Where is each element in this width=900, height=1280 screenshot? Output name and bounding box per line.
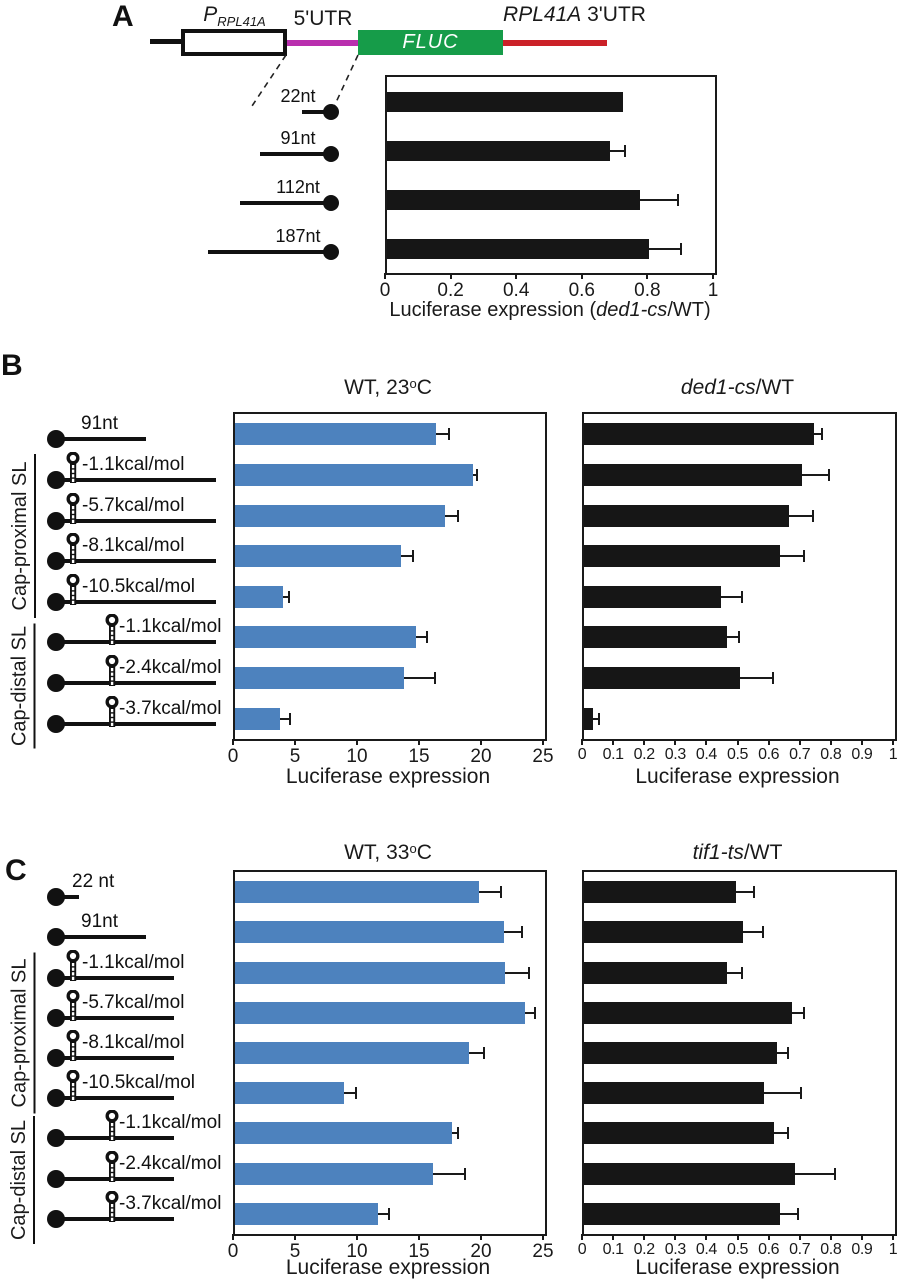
error-bar-cap bbox=[680, 243, 682, 255]
tick-mark bbox=[418, 739, 420, 745]
cap-circle-icon bbox=[47, 633, 65, 651]
fluc-box bbox=[358, 30, 503, 55]
error-bar-cap bbox=[738, 631, 740, 643]
construct-label: -1.1kcal/mol bbox=[82, 951, 185, 973]
mrna-line-icon bbox=[54, 681, 216, 685]
tick-label: 0.2 bbox=[633, 1241, 655, 1258]
bar-panelC_wt-3 bbox=[235, 1002, 525, 1024]
tick-label: 5 bbox=[289, 1241, 301, 1262]
tick-mark bbox=[542, 1234, 544, 1240]
error-bar-cap bbox=[741, 967, 743, 979]
construct-row bbox=[40, 1192, 232, 1232]
error-bar-line bbox=[404, 677, 436, 679]
bar-panelC_wt-2 bbox=[235, 962, 505, 984]
tick-mark bbox=[861, 1234, 863, 1240]
tick-label: 10 bbox=[346, 1241, 368, 1262]
cap-circle-icon bbox=[47, 1210, 65, 1228]
construct-label: -3.7kcal/mol bbox=[119, 1192, 222, 1214]
error-bar-cap bbox=[483, 1047, 485, 1059]
error-bar-cap bbox=[464, 1168, 466, 1180]
utr5-label: 5'UTR bbox=[293, 7, 353, 30]
tick-label: 0.8 bbox=[820, 1241, 842, 1258]
construct-label: -3.7kcal/mol bbox=[119, 697, 222, 719]
bar-panelC_tif1-0 bbox=[584, 881, 736, 903]
panel-c-left-title: WT, 33$^o$C bbox=[344, 841, 432, 864]
tick-mark bbox=[581, 739, 583, 745]
mrna-line-icon bbox=[260, 152, 331, 156]
tick-label: 1 bbox=[888, 746, 898, 763]
tick-label: 0.9 bbox=[851, 746, 873, 763]
bar-panelC_tif1-6 bbox=[584, 1122, 774, 1144]
cap-circle-icon bbox=[47, 715, 65, 733]
error-bar-cap bbox=[289, 713, 291, 725]
panel-b-constructs bbox=[40, 412, 232, 737]
construct-label: -8.1kcal/mol bbox=[82, 1031, 185, 1053]
error-bar-cap bbox=[598, 713, 600, 725]
construct-row bbox=[40, 870, 232, 910]
error-bar-cap bbox=[821, 428, 823, 440]
error-bar-cap bbox=[800, 1087, 802, 1099]
error-bar-cap bbox=[787, 1127, 789, 1139]
tick-label: 0.1 bbox=[602, 746, 624, 763]
tick-mark bbox=[232, 739, 234, 745]
tick-label: 0.5 bbox=[726, 1241, 749, 1258]
construct-label: -8.1kcal/mol bbox=[82, 535, 185, 557]
construct-label: -1.1kcal/mol bbox=[82, 453, 185, 475]
bar-panelB_ded1-0 bbox=[584, 423, 814, 445]
error-bar-line bbox=[802, 474, 830, 476]
utr3-label bbox=[492, 3, 657, 27]
tick-mark bbox=[674, 739, 676, 745]
error-bar-cap bbox=[803, 550, 805, 562]
bar-panelB_wt-4 bbox=[235, 586, 283, 608]
tick-label: 0 bbox=[577, 1241, 587, 1258]
error-bar-line bbox=[721, 596, 743, 598]
panel-b-left-axis-title: Luciferase expression bbox=[285, 765, 491, 788]
cap-circle-icon bbox=[47, 1129, 65, 1147]
mrna-line-icon bbox=[208, 250, 331, 254]
tick-mark bbox=[232, 1234, 234, 1240]
error-bar-cap bbox=[388, 1208, 390, 1220]
construct-label: -10.5kcal/mol bbox=[82, 1072, 195, 1094]
error-bar-line bbox=[795, 1173, 835, 1175]
bar-panelC_wt-1 bbox=[235, 921, 504, 943]
promoter-label-sub: RPL41A bbox=[217, 14, 266, 30]
panel-a-axis-title: Luciferase expression (ded1-cs/WT) bbox=[389, 299, 711, 321]
panel-c-letter: C bbox=[5, 854, 27, 887]
construct-row bbox=[40, 534, 232, 575]
bar-panelA_ded1-1 bbox=[387, 141, 610, 161]
mrna-line-icon bbox=[54, 935, 146, 939]
construct-row bbox=[160, 222, 360, 271]
utr3-label-gene: RPL41A bbox=[503, 3, 582, 26]
error-bar-cap bbox=[288, 591, 290, 603]
construct-label: 187nt bbox=[275, 225, 321, 246]
tick-label: 10 bbox=[346, 746, 368, 767]
panel-b-left-plot bbox=[233, 412, 547, 741]
error-bar-line bbox=[764, 1092, 801, 1094]
tick-mark bbox=[674, 1234, 676, 1240]
tick-mark bbox=[612, 1234, 614, 1240]
tick-mark bbox=[830, 739, 832, 745]
promoter-box bbox=[181, 29, 287, 56]
bar-panelC_wt-0 bbox=[235, 881, 479, 903]
error-bar-cap bbox=[803, 1007, 805, 1019]
tick-mark bbox=[799, 1234, 801, 1240]
error-bar-line bbox=[780, 555, 805, 557]
bar-panelB_ded1-3 bbox=[584, 545, 780, 567]
tick-label: 0.2 bbox=[437, 280, 464, 301]
tick-mark bbox=[712, 273, 714, 279]
error-bar-line bbox=[789, 515, 814, 517]
upstream-line bbox=[150, 39, 183, 44]
bar-panelB_ded1-7 bbox=[584, 708, 593, 730]
error-bar-cap bbox=[534, 1007, 536, 1019]
tick-mark bbox=[294, 1234, 296, 1240]
construct-label: -5.7kcal/mol bbox=[82, 991, 185, 1013]
error-bar-line bbox=[433, 1173, 465, 1175]
construct-row bbox=[40, 1152, 232, 1192]
panel-c-right-plot bbox=[582, 870, 897, 1236]
tick-label: 20 bbox=[470, 746, 492, 767]
bar-panelB_wt-0 bbox=[235, 423, 436, 445]
panel-b-letter: B bbox=[1, 349, 23, 382]
tick-label: 0.8 bbox=[820, 746, 842, 763]
error-bar-cap bbox=[476, 469, 478, 481]
bar-panelB_ded1-5 bbox=[584, 626, 727, 648]
construct-row bbox=[40, 696, 232, 737]
cap-circle-icon bbox=[47, 888, 65, 906]
error-bar-cap bbox=[457, 1127, 459, 1139]
error-bar-cap bbox=[412, 550, 414, 562]
construct-label: -10.5kcal/mol bbox=[82, 575, 195, 597]
tick-mark bbox=[830, 1234, 832, 1240]
panel-c-left-plot bbox=[233, 870, 547, 1236]
panel-c-right-axis-title: Luciferase expression bbox=[635, 1256, 840, 1279]
error-bar-cap bbox=[448, 428, 450, 440]
error-bar-line bbox=[640, 199, 679, 201]
tick-label: 0.1 bbox=[602, 1241, 624, 1258]
error-bar-line bbox=[649, 248, 682, 250]
tick-mark bbox=[581, 273, 583, 279]
panel-b-group-cap-proximal: Cap-proximal SL bbox=[10, 454, 36, 618]
error-bar-cap bbox=[500, 886, 502, 898]
mrna-line-icon bbox=[54, 722, 216, 726]
tick-mark bbox=[737, 1234, 739, 1240]
cap-circle-icon bbox=[47, 928, 65, 946]
construct-label: 22 nt bbox=[72, 871, 115, 893]
tick-label: 25 bbox=[532, 746, 554, 767]
utr3-label-rest: 3'UTR bbox=[581, 3, 646, 26]
tick-label: 0.4 bbox=[695, 1241, 717, 1258]
bar-panelB_ded1-2 bbox=[584, 505, 789, 527]
tick-mark bbox=[705, 739, 707, 745]
tick-label: 0.7 bbox=[789, 746, 811, 763]
error-bar-line bbox=[743, 931, 765, 933]
construct-label: -5.7kcal/mol bbox=[82, 494, 185, 516]
construct-label: -2.4kcal/mol bbox=[119, 657, 222, 679]
construct-row bbox=[40, 656, 232, 697]
tick-mark bbox=[799, 739, 801, 745]
construct-label: 91nt bbox=[81, 413, 118, 435]
tick-label: 0 bbox=[577, 746, 587, 763]
error-bar-cap bbox=[426, 631, 428, 643]
tick-label: 0.4 bbox=[502, 280, 530, 301]
panel-c-constructs bbox=[40, 870, 232, 1232]
tick-mark bbox=[768, 739, 770, 745]
tick-mark bbox=[768, 1234, 770, 1240]
mrna-line-icon bbox=[54, 437, 146, 441]
tick-mark bbox=[542, 739, 544, 745]
bar-panelC_tif1-2 bbox=[584, 962, 727, 984]
tick-label: 0.6 bbox=[758, 746, 780, 763]
mrna-line-icon bbox=[240, 201, 331, 205]
tick-mark bbox=[480, 739, 482, 745]
error-bar-cap bbox=[528, 967, 530, 979]
tick-mark bbox=[480, 1234, 482, 1240]
panel-a-plot bbox=[385, 75, 717, 275]
bar-panelC_tif1-1 bbox=[584, 921, 743, 943]
cap-circle-icon bbox=[47, 430, 65, 448]
tick-label: 15 bbox=[408, 1241, 430, 1262]
bar-panelC_tif1-3 bbox=[584, 1002, 792, 1024]
bar-panelC_wt-8 bbox=[235, 1203, 378, 1225]
tick-label: 0.7 bbox=[789, 1241, 811, 1258]
tick-label: 0.5 bbox=[726, 746, 749, 763]
mrna-line-icon bbox=[54, 640, 216, 644]
construct-row bbox=[160, 173, 360, 222]
panel-c-right-title: tif1-ts/WT bbox=[692, 841, 783, 864]
panel-c-group-cap-proximal: Cap-proximal SL bbox=[10, 953, 36, 1114]
tick-mark bbox=[737, 739, 739, 745]
construct-row bbox=[40, 1031, 232, 1071]
panel-b-right-plot bbox=[582, 412, 897, 741]
tick-mark bbox=[861, 739, 863, 745]
tick-label: 0.2 bbox=[633, 746, 655, 763]
tick-label: 0 bbox=[379, 280, 391, 301]
tick-mark bbox=[646, 273, 648, 279]
bar-panelA_ded1-2 bbox=[387, 190, 640, 210]
bar-panelB_ded1-1 bbox=[584, 464, 802, 486]
construct-row bbox=[40, 910, 232, 950]
construct-label: -2.4kcal/mol bbox=[119, 1152, 222, 1174]
tick-mark bbox=[643, 739, 645, 745]
tick-label: 0.4 bbox=[695, 746, 717, 763]
tick-mark bbox=[705, 1234, 707, 1240]
error-bar-cap bbox=[457, 510, 459, 522]
construct-row bbox=[40, 615, 232, 656]
construct-row bbox=[40, 493, 232, 534]
tick-mark bbox=[450, 273, 452, 279]
error-bar-cap bbox=[772, 672, 774, 684]
error-bar-cap bbox=[624, 145, 626, 157]
tick-mark bbox=[581, 1234, 583, 1240]
error-bar-cap bbox=[834, 1168, 836, 1180]
construct-label: 91nt bbox=[280, 127, 316, 148]
panel-c-group-cap-distal: Cap-distal SL bbox=[9, 1116, 35, 1244]
construct-row bbox=[160, 124, 360, 173]
tick-label: 1 bbox=[707, 280, 719, 301]
panel-c-left-axis-title: Luciferase expression bbox=[285, 1256, 491, 1279]
tick-mark bbox=[384, 273, 386, 279]
tick-label: 5 bbox=[289, 746, 301, 767]
error-bar-cap bbox=[828, 469, 830, 481]
tick-label: 0.9 bbox=[851, 1241, 873, 1258]
bar-panelC_tif1-4 bbox=[584, 1042, 777, 1064]
panel-b-group-cap-distal: Cap-distal SL bbox=[10, 624, 36, 749]
bar-panelA_ded1-3 bbox=[387, 239, 649, 259]
bar-panelB_wt-7 bbox=[235, 708, 280, 730]
promoter-label bbox=[182, 3, 287, 29]
utr5-line bbox=[287, 40, 358, 46]
construct-label: 112nt bbox=[276, 176, 320, 197]
error-bar-cap bbox=[753, 886, 755, 898]
bar-panelB_wt-5 bbox=[235, 626, 416, 648]
error-bar-cap bbox=[521, 926, 523, 938]
cap-circle-icon bbox=[47, 674, 65, 692]
fluc-label: FLUC bbox=[402, 31, 459, 53]
panel-a-letter: A bbox=[112, 0, 134, 33]
error-bar-line bbox=[505, 972, 530, 974]
utr3-line bbox=[503, 40, 607, 46]
error-bar-cap bbox=[787, 1047, 789, 1059]
tick-mark bbox=[294, 739, 296, 745]
construct-label: 22nt bbox=[280, 85, 316, 106]
panel-a-constructs bbox=[160, 85, 360, 281]
tick-label: 20 bbox=[470, 1241, 492, 1262]
panel-b-right-title: ded1-cs/WT bbox=[680, 376, 795, 399]
construct-row bbox=[40, 950, 232, 990]
tick-mark bbox=[515, 273, 517, 279]
tick-mark bbox=[356, 739, 358, 745]
construct-row bbox=[40, 412, 232, 453]
bar-panelB_ded1-6 bbox=[584, 667, 740, 689]
construct-label: -1.1kcal/mol bbox=[119, 616, 222, 638]
construct-row bbox=[40, 453, 232, 494]
tick-label: 0.3 bbox=[664, 1241, 686, 1258]
bar-panelB_wt-1 bbox=[235, 464, 473, 486]
tick-mark bbox=[892, 1234, 894, 1240]
tick-label: 1 bbox=[888, 1241, 898, 1258]
tick-mark bbox=[356, 1234, 358, 1240]
construct-label: 91nt bbox=[81, 911, 118, 933]
tick-label: 0 bbox=[227, 1241, 239, 1262]
panel-b-left-title: WT, 23$^o$C bbox=[344, 376, 432, 399]
error-bar-cap bbox=[355, 1087, 357, 1099]
bar-panelC_wt-5 bbox=[235, 1082, 344, 1104]
construct-row bbox=[40, 1111, 232, 1151]
tick-mark bbox=[892, 739, 894, 745]
construct-row bbox=[40, 1071, 232, 1111]
error-bar-line bbox=[479, 891, 501, 893]
bar-panelC_wt-6 bbox=[235, 1122, 452, 1144]
error-bar-cap bbox=[741, 591, 743, 603]
error-bar-cap bbox=[812, 510, 814, 522]
tick-label: 25 bbox=[532, 1241, 554, 1262]
error-bar-cap bbox=[797, 1208, 799, 1220]
construct-row bbox=[160, 75, 360, 124]
construct-label: -1.1kcal/mol bbox=[119, 1112, 222, 1134]
bar-panelB_wt-2 bbox=[235, 505, 445, 527]
tick-mark bbox=[643, 1234, 645, 1240]
error-bar-line bbox=[740, 677, 774, 679]
bar-panelC_wt-7 bbox=[235, 1163, 433, 1185]
tick-mark bbox=[612, 739, 614, 745]
bar-panelB_wt-6 bbox=[235, 667, 404, 689]
tick-label: 0.6 bbox=[568, 280, 596, 301]
bar-panelA_ded1-0 bbox=[387, 92, 623, 112]
bar-panelC_tif1-7 bbox=[584, 1163, 795, 1185]
bar-panelB_wt-3 bbox=[235, 545, 401, 567]
construct-row bbox=[40, 575, 232, 616]
construct-row bbox=[40, 991, 232, 1031]
bar-panelC_tif1-8 bbox=[584, 1203, 780, 1225]
tick-label: 0.6 bbox=[758, 1241, 780, 1258]
cap-circle-icon bbox=[47, 1170, 65, 1188]
bar-panelC_wt-4 bbox=[235, 1042, 469, 1064]
bar-panelC_tif1-5 bbox=[584, 1082, 764, 1104]
bar-panelB_ded1-4 bbox=[584, 586, 721, 608]
tick-label: 0.8 bbox=[634, 280, 661, 301]
error-bar-cap bbox=[677, 194, 679, 206]
panel-b-right-axis-title: Luciferase expression bbox=[635, 765, 840, 788]
error-bar-cap bbox=[434, 672, 436, 684]
tick-label: 15 bbox=[408, 746, 430, 767]
promoter-label-main: P bbox=[203, 3, 218, 26]
tick-label: 0 bbox=[227, 746, 239, 767]
tick-label: 0.3 bbox=[664, 746, 686, 763]
tick-mark bbox=[418, 1234, 420, 1240]
error-bar-cap bbox=[762, 926, 764, 938]
